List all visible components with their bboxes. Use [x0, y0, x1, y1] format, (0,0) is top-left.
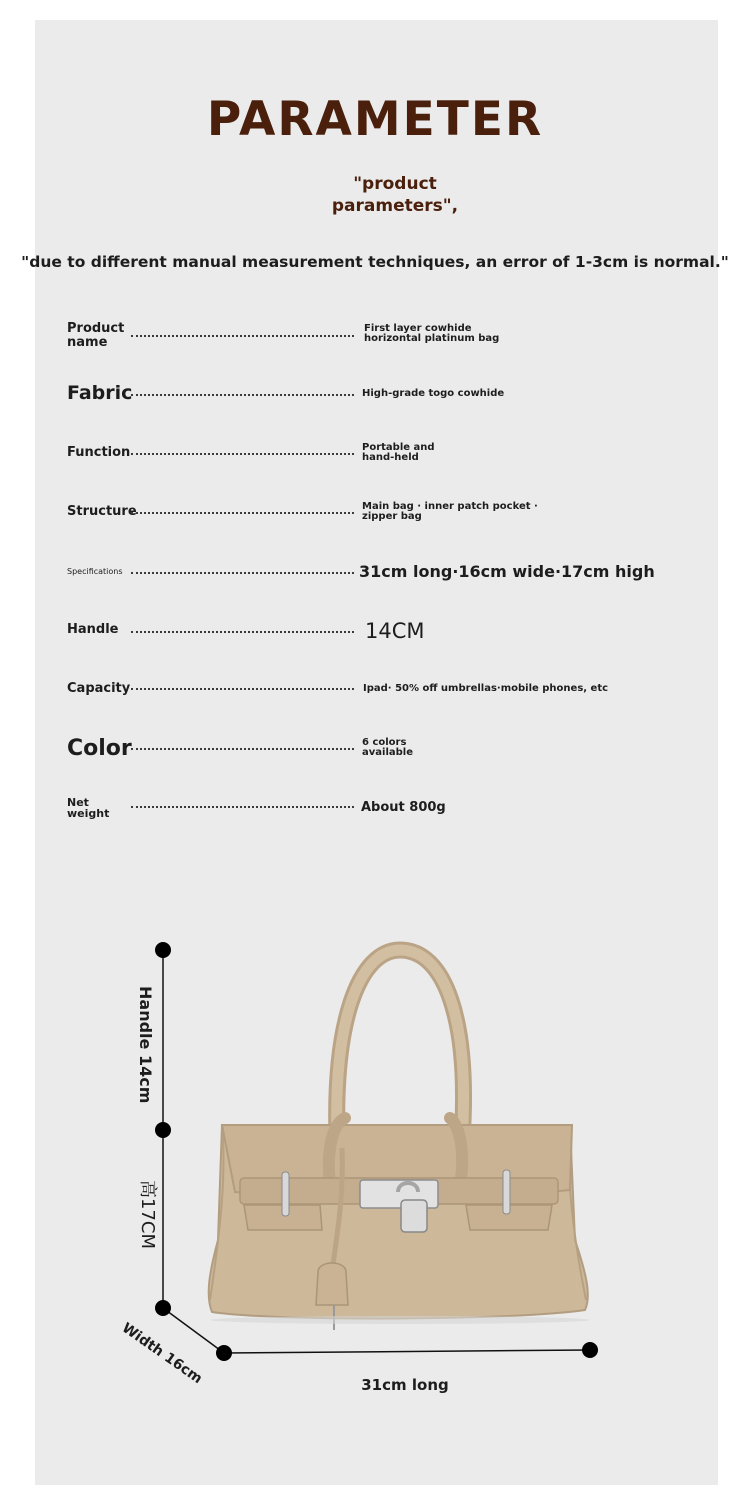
- length-measure-line: [224, 1350, 590, 1353]
- measure-dot-middle: [155, 1122, 171, 1138]
- param-value: First layer cowhide horizontal platinum bag: [364, 323, 500, 344]
- measurement-note: "due to different manual measurement techniques, an error of 1-3cm is normal.": [21, 253, 729, 271]
- dimension-diagram: [0, 900, 750, 1489]
- length-label: 31cm long: [361, 1376, 449, 1394]
- param-value: 31cm long·16cm wide·17cm high: [359, 562, 655, 581]
- param-label: Handle: [67, 622, 119, 637]
- param-value: Main bag · inner patch pocket · zipper bag: [362, 501, 538, 522]
- param-label: Fabric: [67, 382, 133, 404]
- param-label: Function: [67, 445, 131, 460]
- param-label: Net weight: [67, 796, 110, 820]
- bag-dimension-svg: [0, 900, 750, 1489]
- handle-height-label: Handle 14cm: [136, 986, 155, 1104]
- param-label: Color: [67, 736, 132, 761]
- width-label: Width 16cm: [118, 1320, 206, 1388]
- measure-dot-right: [582, 1342, 598, 1358]
- param-value: 14CM: [365, 619, 425, 643]
- param-value: About 800g: [361, 800, 446, 815]
- dotted-leader: [131, 335, 354, 337]
- param-value: 6 colors available: [362, 737, 413, 758]
- dotted-leader: [131, 748, 354, 750]
- param-value: High-grade togo cowhide: [362, 388, 505, 399]
- page-subtitle: "product parameters",: [331, 174, 459, 216]
- param-label: Structure: [67, 504, 137, 519]
- dotted-leader: [131, 572, 354, 574]
- dotted-leader: [131, 453, 354, 455]
- dotted-leader: [131, 512, 354, 514]
- dotted-leader: [131, 631, 354, 633]
- param-label: Specifications: [67, 567, 123, 576]
- width-measure-line: [163, 1308, 224, 1353]
- handbag-illustration: [209, 950, 590, 1330]
- measure-dot-top: [155, 942, 171, 958]
- dotted-leader: [131, 688, 354, 690]
- param-label: Capacity: [67, 681, 131, 696]
- page-title: PARAMETER: [206, 92, 544, 147]
- body-height-label: 高17CM: [137, 1180, 158, 1250]
- measure-dot-bottom: [155, 1300, 171, 1316]
- measure-dot-front: [216, 1345, 232, 1361]
- param-value: Ipad· 50% off umbrellas·mobile phones, etc: [363, 683, 609, 694]
- dotted-leader: [131, 806, 354, 808]
- param-label: Product name: [67, 321, 125, 350]
- param-value: Portable and hand-held: [362, 442, 435, 463]
- dotted-leader: [131, 394, 354, 396]
